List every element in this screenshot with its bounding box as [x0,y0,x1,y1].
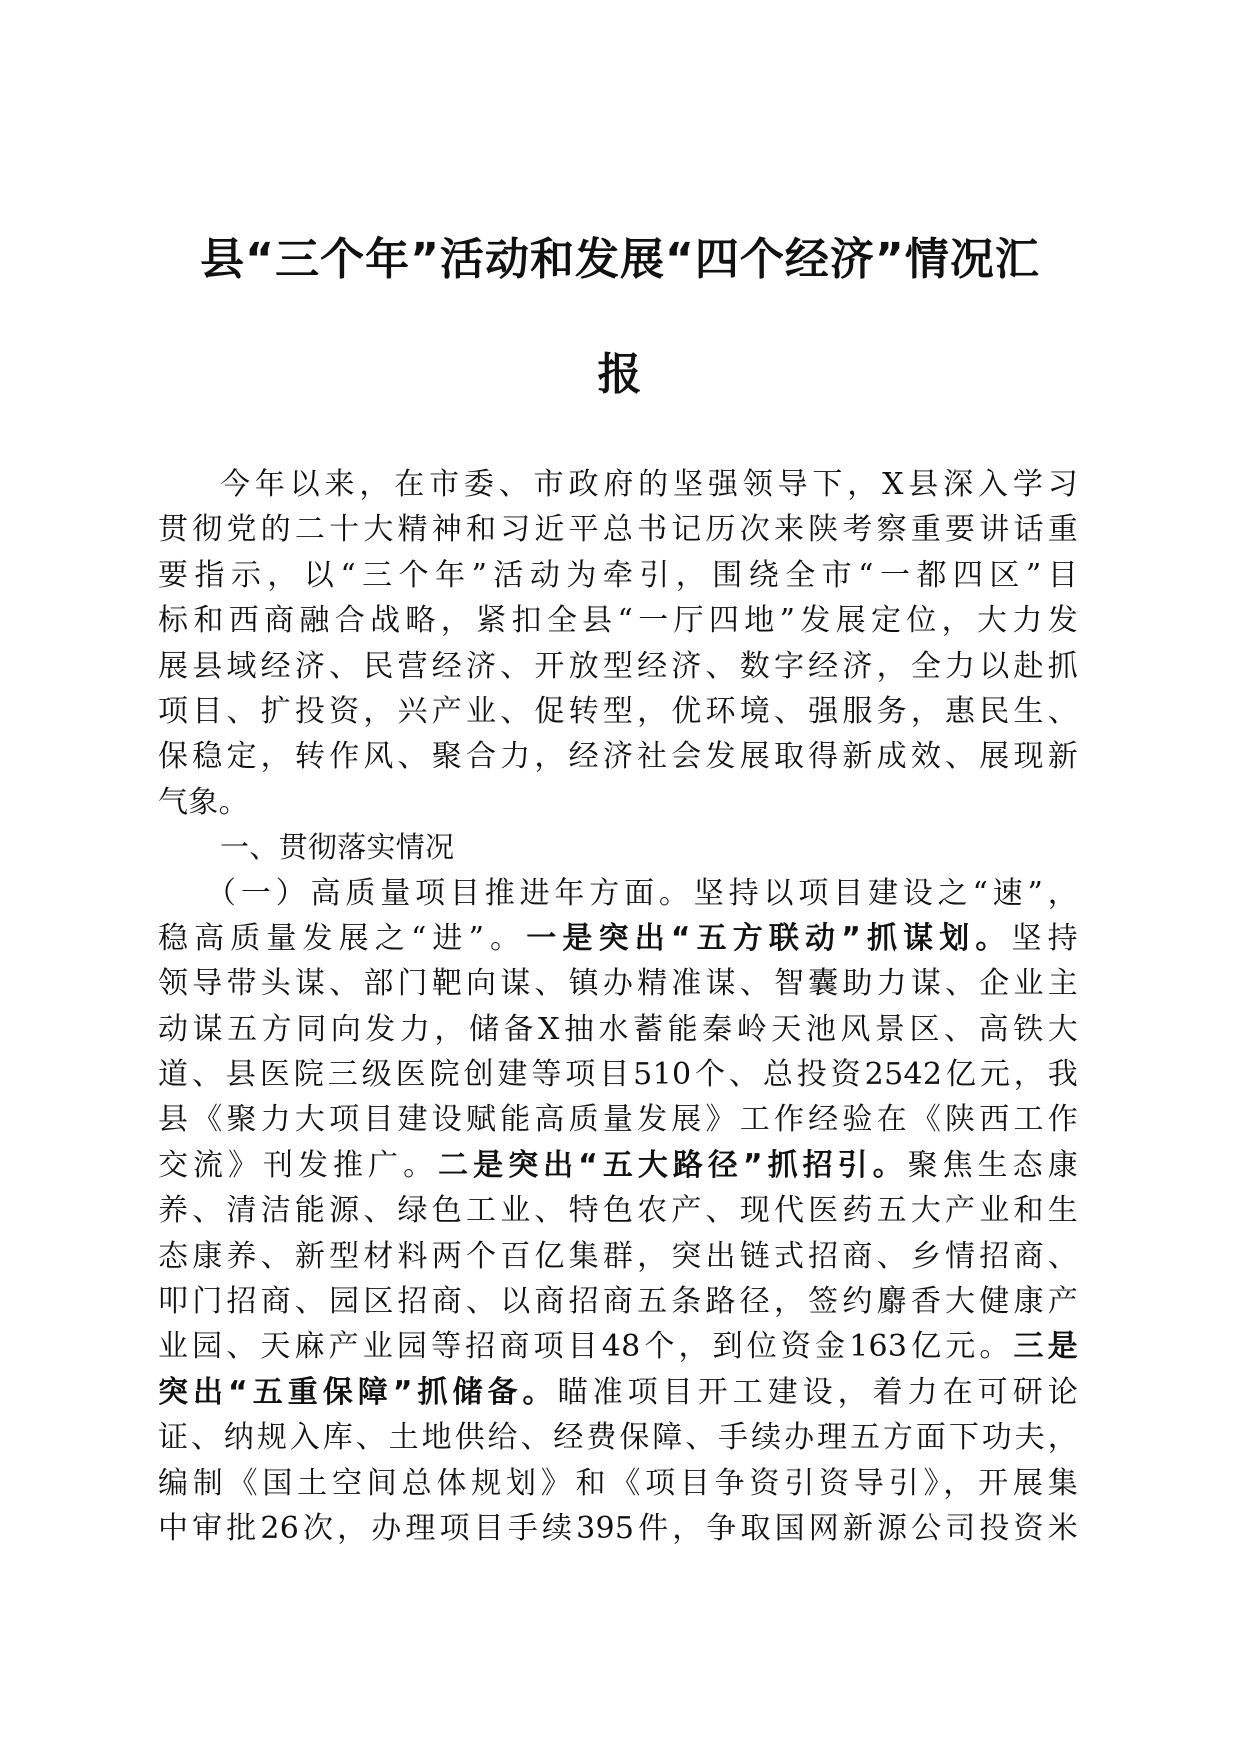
text-line: 动谋五方同向发力，储备X抽水蓄能秦岭天池风景区、高铁大 [158,1011,1078,1047]
text-run: 交流》刊发推广。 [158,1147,439,1183]
bold-highlight: 突出“五重保障”抓储备。 [158,1374,558,1410]
text-line [158,1324,1078,1369]
text-line: 要指示，以“三个年”活动为牵引，围绕全市“一都四区”目 [158,557,1078,593]
text-run: 稳高质量发展之“进”。 [158,920,527,956]
text-line: 编制《国土空间总体规划》和《项目争资引资导引》，开展集 [158,1465,1078,1501]
intro-paragraph [158,462,1078,825]
text-run: 业园、天麻产业园等招商项目48个，到位资金163亿元。 [158,1329,1014,1365]
text-line: 项目、扩投资，兴产业、促转型，优环境、强服务，惠民生、 [158,693,1078,729]
text-line: （一）高质量项目推进年方面。坚持以项目建设之“速”， [206,875,1078,911]
text-line: 领导带头谋、部门靶向谋、镇办精准谋、智囊助力谋、企业主 [158,966,1078,1002]
document-title-line2: 报 [597,349,643,400]
text-run: 瞄准项目开工建设，着力在可研论 [557,1374,1078,1410]
bold-highlight: 二是突出“五大路径”抓招引。 [438,1147,908,1183]
text-line: 道、县医院三级医院创建等项目510个、总投资2542亿元，我 [158,1057,1078,1093]
text-line: 中审批26次，办理项目手续395件，争取国网新源公司投资米 [158,1510,1078,1546]
text-line [158,1143,1078,1188]
section-heading: 一、贯彻落实情况 [220,830,455,865]
text-line: 态康养、新型材料两个百亿集群，突出链式招商、乡情招商、 [158,1238,1078,1274]
text-line: 气象。 [158,784,249,820]
text-line [158,1370,1078,1415]
text-line: 贯彻党的二十大精神和习近平总书记历次来陕考察重要讲话重 [158,512,1078,548]
text-line [158,916,1078,961]
bold-highlight: 三是 [1013,1329,1078,1365]
text-line: 县《聚力大项目建设赋能高质量发展》工作经验在《陕西工作 [158,1102,1078,1138]
document-title-line1: 县“三个年”活动和发展“四个经济”情况汇 [200,234,1040,285]
document-body [158,462,1078,1551]
text-line: 证、纳规入库、土地供给、经费保障、手续办理五方面下功夫， [158,1420,1078,1456]
text-line: 保稳定，转作风、聚合力，经济社会发展取得新成效、展现新 [158,739,1078,775]
text-line: 展县域经济、民营经济、开放型经济、数字经济，全力以赴抓 [158,648,1078,684]
text-line: 标和西商融合战略，紧扣全县“一厅四地”发展定位，大力发 [158,603,1078,639]
text-line: 今年以来，在市委、市政府的坚强领导下，X县深入学习 [220,467,1078,502]
text-line: 叩门招商、园区招商、以商招商五条路径，签约麝香大健康产 [158,1284,1078,1320]
bold-highlight: 一是突出“五方联动”抓谋划。 [526,920,1012,956]
text-run: 聚焦生态康 [907,1147,1078,1183]
text-run: 坚持 [1011,920,1078,956]
text-line: 养、清洁能源、绿色工业、特色农产、现代医药五大产业和生 [158,1193,1078,1229]
project-paragraph [158,871,1078,1552]
